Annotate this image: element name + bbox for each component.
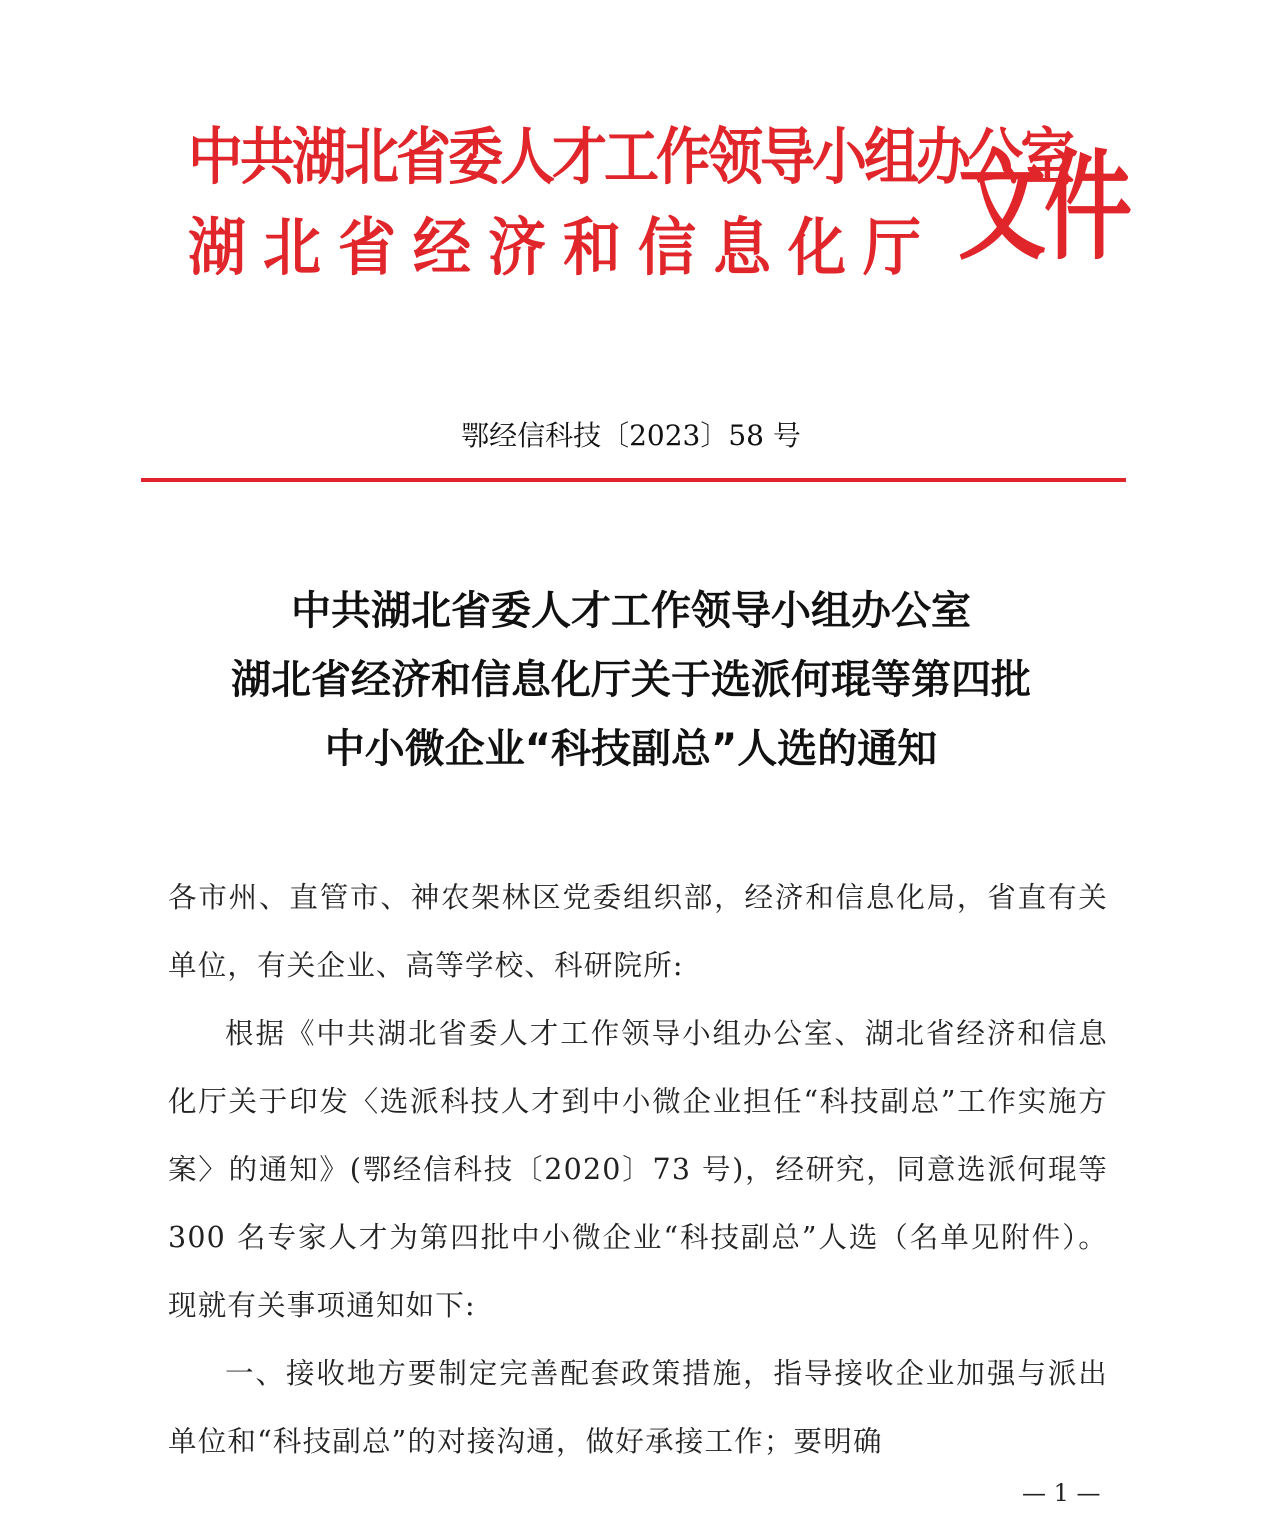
title-line-2: 湖北省经济和信息化厅关于选派何琨等第四批 <box>231 657 1031 703</box>
red-divider-line <box>141 478 1126 482</box>
page-number: — 1 — <box>1022 1479 1101 1507</box>
paragraph-2: 一、接收地方要制定完善配套政策措施，指导接收企业加强与派出单位和“科技副总”的对接沟通，做好承接工作；要明确 <box>168 1357 1108 1458</box>
document-body <box>168 864 1108 1476</box>
document-number: 鄂经信科技〔2023〕58 号 <box>461 419 801 452</box>
document-type: 文件 <box>958 136 1131 276</box>
salutation: 各市州、直管市、神农架林区党委组织部，经济和信息化局，省直有关单位，有关企业、高等学校、科研院所: <box>168 881 1108 982</box>
document-header <box>188 112 1131 312</box>
document-title <box>0 577 1262 784</box>
title-line-3: 中小微企业“科技副总”人选的通知 <box>324 726 938 772</box>
issuer-line-2: 湖北省经济和信息化厅 <box>188 210 939 284</box>
issuer-line-1: 中共湖北省委人才工作领导小组办公室 <box>188 120 1073 193</box>
title-line-1: 中共湖北省委人才工作领导小组办公室 <box>291 588 971 634</box>
paragraph-1: 根据《中共湖北省委人才工作领导小组办公室、湖北省经济和信息化厅关于印发〈选派科技人才到中小微企业担任“科技副总”工作实施方案〉的通知》(鄂经信科技〔2020〕73 号)，经研究，同意选派何琨等 300 名专家人才为第四批中小微企业“科技副总”人选（名单见附件）。现就有关事项通知如下: <box>168 1017 1108 1322</box>
